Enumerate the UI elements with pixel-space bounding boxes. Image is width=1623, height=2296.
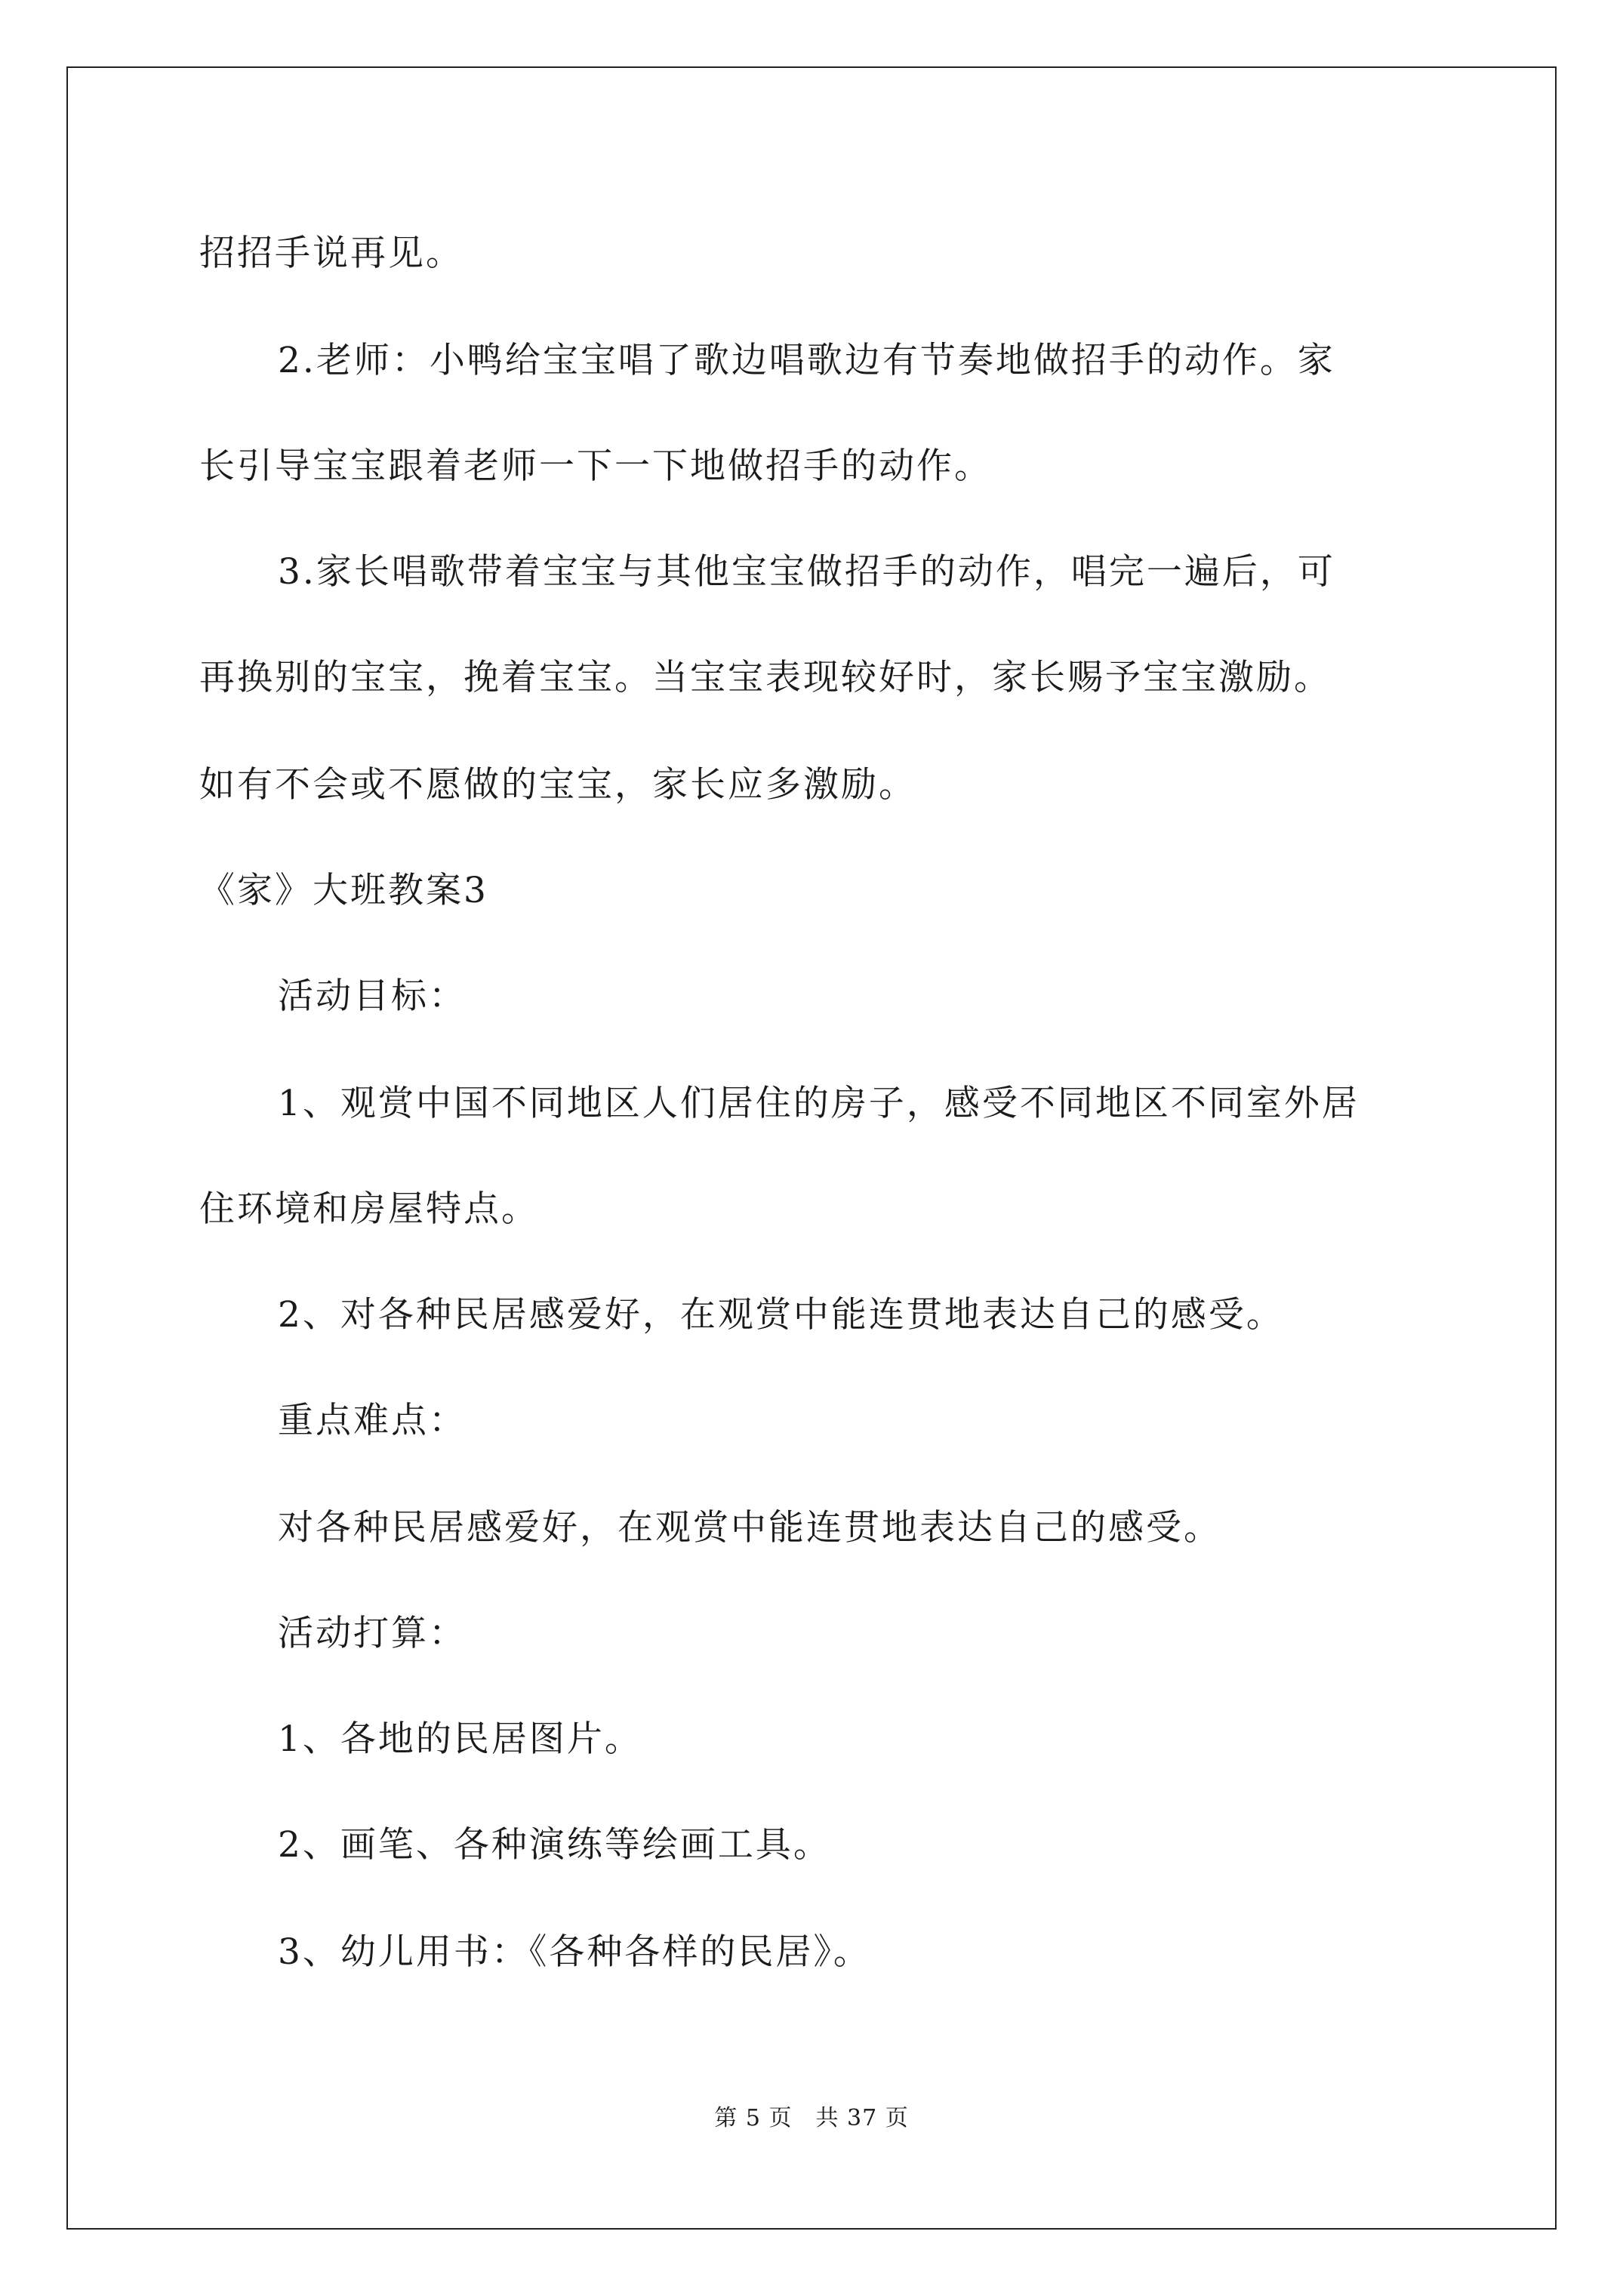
text-line: 再换别的宝宝，挽着宝宝。当宝宝表现较好时，家长赐予宝宝激励。 (199, 657, 1332, 698)
section-heading: 《家》大班教案3 (199, 870, 488, 911)
text-line: 住环境和房屋特点。 (199, 1188, 539, 1230)
page-number: 第 5 页 共 37 页 (714, 2105, 909, 2131)
text-line: 招招手说再见。 (199, 233, 463, 274)
text-line: 重点难点： (278, 1400, 467, 1441)
text-line: 2、画笔、各种演练等绘画工具。 (278, 1824, 831, 1866)
text-line: 2、对各种民居感爱好，在观赏中能连贯地表达自己的感受。 (278, 1294, 1284, 1336)
page-border (66, 66, 1557, 2230)
text-line: 2.老师：小鸭给宝宝唱了歌边唱歌边有节奏地做招手的动作。家 (278, 340, 1335, 381)
text-line: 3、幼儿用书：《各种各样的民居》。 (278, 1931, 871, 1973)
text-line: 对各种民居感爱好，在观赏中能连贯地表达自己的感受。 (278, 1507, 1221, 1549)
text-line: 3.家长唱歌带着宝宝与其他宝宝做招手的动作，唱完一遍后，可 (278, 551, 1335, 593)
text-line: 长引导宝宝跟着老师一下一下地做招手的动作。 (199, 445, 992, 487)
text-line: 活动目标： (278, 975, 467, 1017)
text-line: 1、各地的民居图片。 (278, 1718, 642, 1760)
text-line: 活动打算： (278, 1613, 467, 1654)
text-line: 如有不会或不愿做的宝宝，家长应多激励。 (199, 764, 916, 806)
text-line: 1、观赏中国不同地区人们居住的房子，感受不同地区不同室外居 (278, 1083, 1360, 1124)
